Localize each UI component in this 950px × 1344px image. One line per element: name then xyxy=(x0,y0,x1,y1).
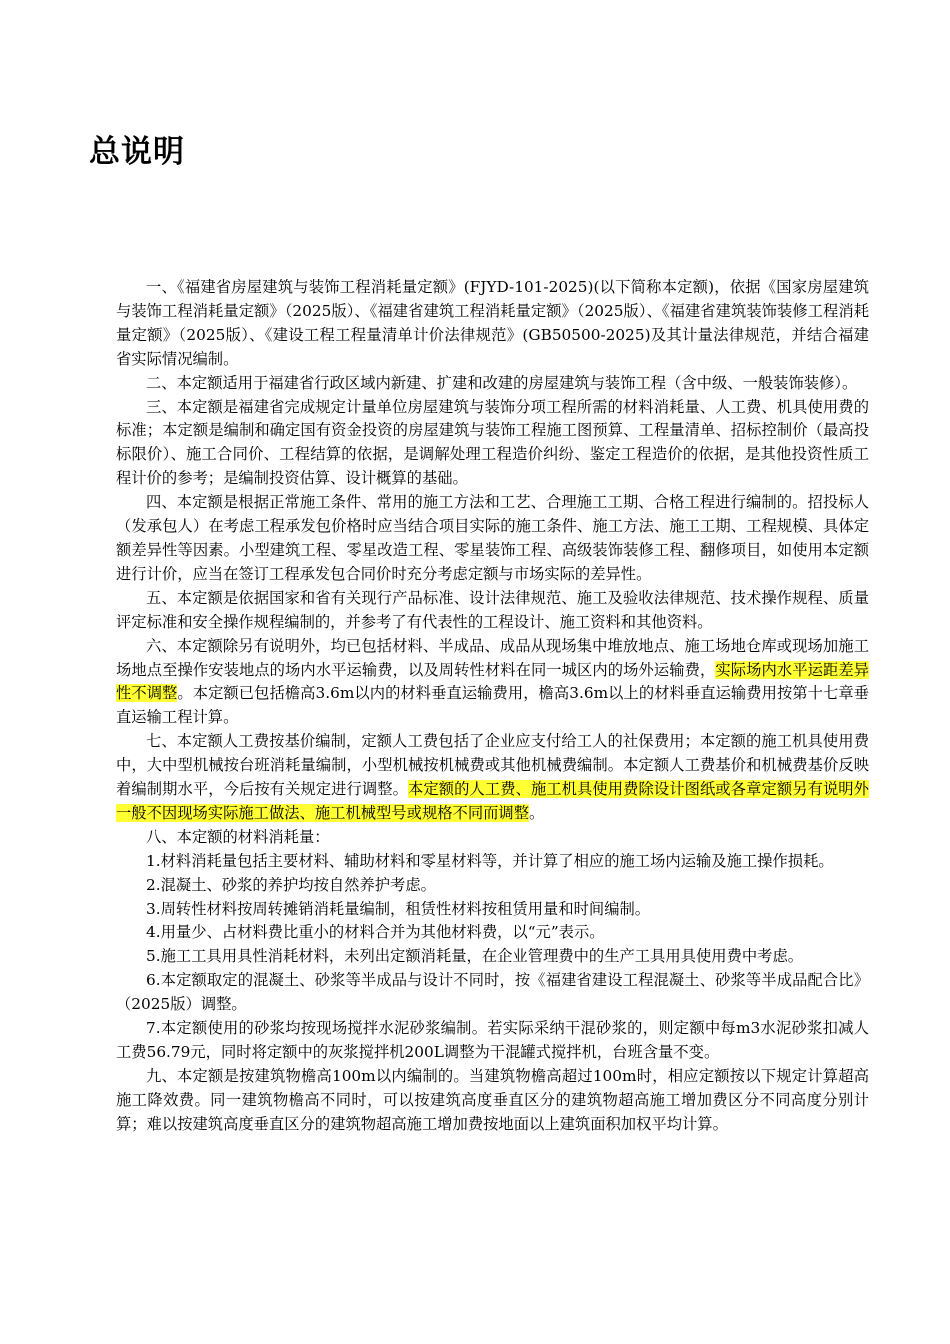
paragraph-4 xyxy=(116,491,869,587)
highlighted-text: 本定额的人工费、施工机具使用费除设计图纸或各章定额另有说明外一般不因现场实际施工做法、施工机械型号或规格不同而调整 xyxy=(116,780,869,822)
paragraph-7 xyxy=(116,730,869,826)
list-item-7 xyxy=(116,1017,869,1065)
paragraph-text: 一、《福建省房屋建筑与装饰工程消耗量定额》(FJYD-101-2025)(以下简称本定额)，依据《国家房屋建筑与装饰工程消耗量定额》（2025版）、《福建省建筑工程消耗量定额》（2025版）、《福建省建筑装饰装修工程消耗量定额》（2025版）、《建设工程工程量清单计价法律规范》(GB50500-2025)及其计量法律规范，并结合福建省实际情况编制。 xyxy=(116,278,869,368)
list-item-5 xyxy=(116,945,869,969)
paragraph-text: 五、本定额是依据国家和省有关现行产品标准、设计法律规范、施工及验收法律规范、技术操作规程、质量评定标准和安全操作规程编制的，并参考了有代表性的工程设计、施工资料和其他资料。 xyxy=(116,588,869,631)
paragraph-1 xyxy=(116,276,869,372)
paragraph-text-after: 。本定额已包括檐高3.6m以内的材料垂直运输费用，檐高3.6m以上的材料垂直运输费用按第十七章垂直运输工程计算。 xyxy=(116,684,869,727)
paragraph-2 xyxy=(116,372,869,396)
paragraph-3 xyxy=(116,396,869,492)
document-body xyxy=(116,276,869,1137)
list-item-4 xyxy=(116,921,869,945)
list-item-text: 5.施工工具用具性消耗材料，未列出定额消耗量，在企业管理费中的生产工具用具使用费中考虑。 xyxy=(146,947,804,966)
list-item-3 xyxy=(116,898,869,922)
list-item-1 xyxy=(116,850,869,874)
paragraph-8 xyxy=(116,826,869,850)
paragraph-text-after: 。 xyxy=(529,803,545,822)
list-item-text: 2.混凝土、砂浆的养护均按自然养护考虑。 xyxy=(146,875,436,894)
paragraph-5 xyxy=(116,587,869,635)
paragraph-text: 九、本定额是按建筑物檐高100m以内编制的。当建筑物檐高超过100m时，相应定额按以下规定计算超高施工降效费。同一建筑物檐高不同时，可以按建筑高度垂直区分的建筑物超高施工增加费区分不同高度分别计算；难以按建筑高度垂直区分的建筑物超高施工增加费按地面以上建筑面积加权平均计算。 xyxy=(116,1066,869,1133)
paragraph-6 xyxy=(116,635,869,731)
paragraph-text: 八、本定额的材料消耗量： xyxy=(146,827,330,846)
paragraph-text: 四、本定额是根据正常施工条件、常用的施工方法和工艺、合理施工工期、合格工程进行编制的。招投标人（发承包人）在考虑工程承发包价格时应当结合项目实际的施工条件、施工方法、施工工期、工程规模、具体定额差异性等因素。小型建筑工程、零星改造工程、零星装饰工程、高级装饰装修工程、翻修项目，如使用本定额进行计价，应当在签订工程承发包合同价时充分考虑定额与市场实际的差异性。 xyxy=(116,493,869,583)
highlighted-text: 实际场内水平运距差异性不调整 xyxy=(116,660,869,703)
list-item-2 xyxy=(116,874,869,898)
page-title: 总说明 xyxy=(89,134,185,170)
list-item-text: 6.本定额取定的混凝土、砂浆等半成品与设计不同时，按《福建省建设工程混凝土、砂浆等半成品配合比》（2025版）调整。 xyxy=(116,971,869,1014)
paragraph-text: 七、本定额人工费按基价编制，定额人工费包括了企业应支付给工人的社保费用；本定额的施工机具使用费中，大中型机械按台班消耗量编制，小型机械按机械费或其他机械费编制。本定额人工费基价和机械费基价反映着编制期水平，今后按有关规定进行调整。 xyxy=(116,732,869,799)
paragraph-9 xyxy=(116,1065,869,1137)
list-item-text: 1.材料消耗量包括主要材料、辅助材料和零星材料等，并计算了相应的施工场内运输及施工操作损耗。 xyxy=(146,851,834,870)
list-item-text: 4.用量少、占材料费比重小的材料合并为其他材料费，以“元”表示。 xyxy=(146,923,605,942)
list-item-6 xyxy=(116,969,869,1017)
paragraph-text: 六、本定额除另有说明外，均已包括材料、半成品、成品从现场集中堆放地点、施工场地仓库或现场加施工场地点至操作安装地点的场内水平运输费，以及周转性材料在同一城区内的场外运输费， xyxy=(116,636,869,679)
list-item-text: 7.本定额使用的砂浆均按现场搅拌水泥砂浆编制。若实际采纳干混砂浆的，则定额中每m3水泥砂浆扣减人工费56.79元，同时将定额中的灰浆搅拌机200L调整为干混罐式搅拌机，台班含量不变。 xyxy=(116,1019,869,1061)
paragraph-text: 三、本定额是福建省完成规定计量单位房屋建筑与装饰分项工程所需的材料消耗量、人工费、机具使用费的标准；本定额是编制和确定国有资金投资的房屋建筑与装饰工程施工图预算、工程量清单、招标控制价（最高投标限价）、施工合同价、工程结算的依据，是调解处理工程造价纠纷、鉴定工程造价的依据，是其他投资性质工程计价的参考；是编制投资估算、设计概算的基础。 xyxy=(116,397,869,488)
list-item-text: 3.周转性材料按周转摊销消耗量编制，租赁性材料按租赁用量和时间编制。 xyxy=(146,899,651,918)
paragraph-text: 二、本定额适用于福建省行政区域内新建、扩建和改建的房屋建筑与装饰工程（含中级、一般装饰装修）。 xyxy=(146,373,858,392)
